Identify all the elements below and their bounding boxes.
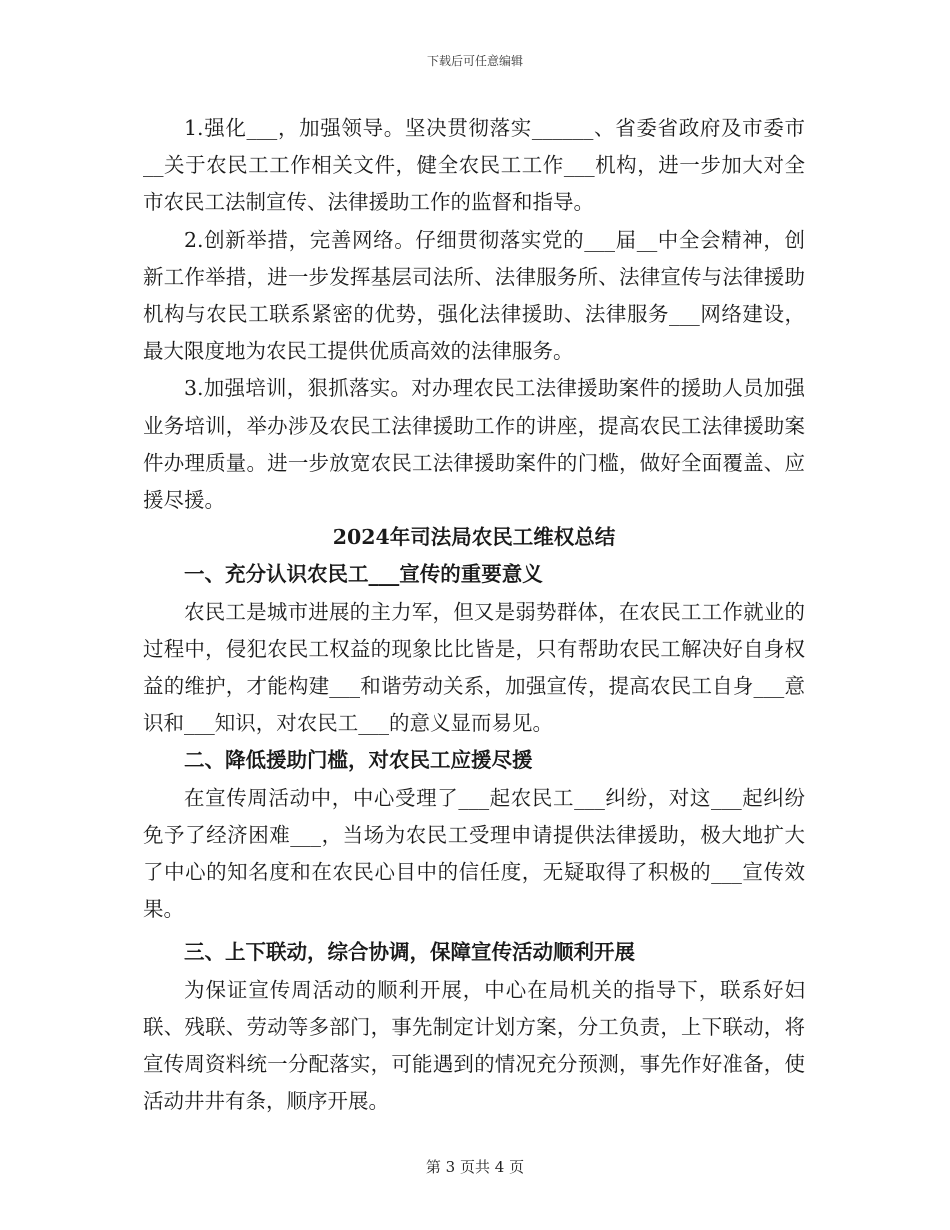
- section-heading-3: 三、上下联动，综合协调，保障宣传活动顺利开展: [184, 940, 635, 965]
- section-heading-2: 二、降低援助门槛，对农民工应援尽援: [184, 748, 533, 773]
- page-header-note: 下载后可任意编辑: [426, 54, 523, 68]
- paragraph-6: 为保证宣传周活动的顺利开展，中心在局机关的指导下，联系好妇联、残联、劳动等多部门，事先制定计划方案，分工负责，上下联动，将宣传周资料统一分配落实，可能遇到的情况充分预测，事先作好准备，使活动井井有条，顺序开展。: [143, 977, 805, 1114]
- document-body: [143, 110, 805, 1120]
- paragraph-4: 农民工是城市进展的主力军，但又是弱势群体，在农民工工作就业的过程中，侵犯农民工权益的现象比比皆是，只有帮助农民工解决好自身权益的维护，才能构建___和谐劳动关系，加强宣传，提高农民工自身___意识和___知识，对农民工___的意义显而易见。: [143, 599, 805, 736]
- page-footer-number: 第 3 页共 4 页: [425, 1158, 525, 1176]
- paragraph-2: 2.创新举措，完善网络。仔细贯彻落实党的___届__中全会精神，创新工作举措，进一步发挥基层司法所、法律服务所、法律宣传与法律援助机构与农民工联系紧密的优势，强化法律援助、法律服务___网络建设，最大限度地为农民工提供优质高效的法律服务。: [143, 227, 805, 364]
- section-heading-1: 一、充分认识农民工___宣传的重要意义: [184, 562, 543, 587]
- document-title: 2024年司法局农民工维权总结: [332, 525, 616, 550]
- paragraph-1: 1.强化___，加强领导。坚决贯彻落实______、省委省政府及市委市__关于农民工工作相关文件，健全农民工工作___机构，进一步加大对全市农民工法制宣传、法律援助工作的监督和指导。: [143, 116, 805, 215]
- paragraph-3: 3.加强培训，狠抓落实。对办理农民工法律援助案件的援助人员加强业务培训，举办涉及农民工法律援助工作的讲座，提高农民工法律援助案件办理质量。进一步放宽农民工法律援助案件的门槛，做好全面覆盖、应援尽援。: [143, 376, 805, 513]
- paragraph-5: 在宣传周活动中，中心受理了___起农民工___纠纷，对这___起纠纷免予了经济困难___，当场为农民工受理申请提供法律援助，极大地扩大了中心的知名度和在农民心目中的信任度，无疑取得了积极的___宣传效果。: [143, 785, 805, 922]
